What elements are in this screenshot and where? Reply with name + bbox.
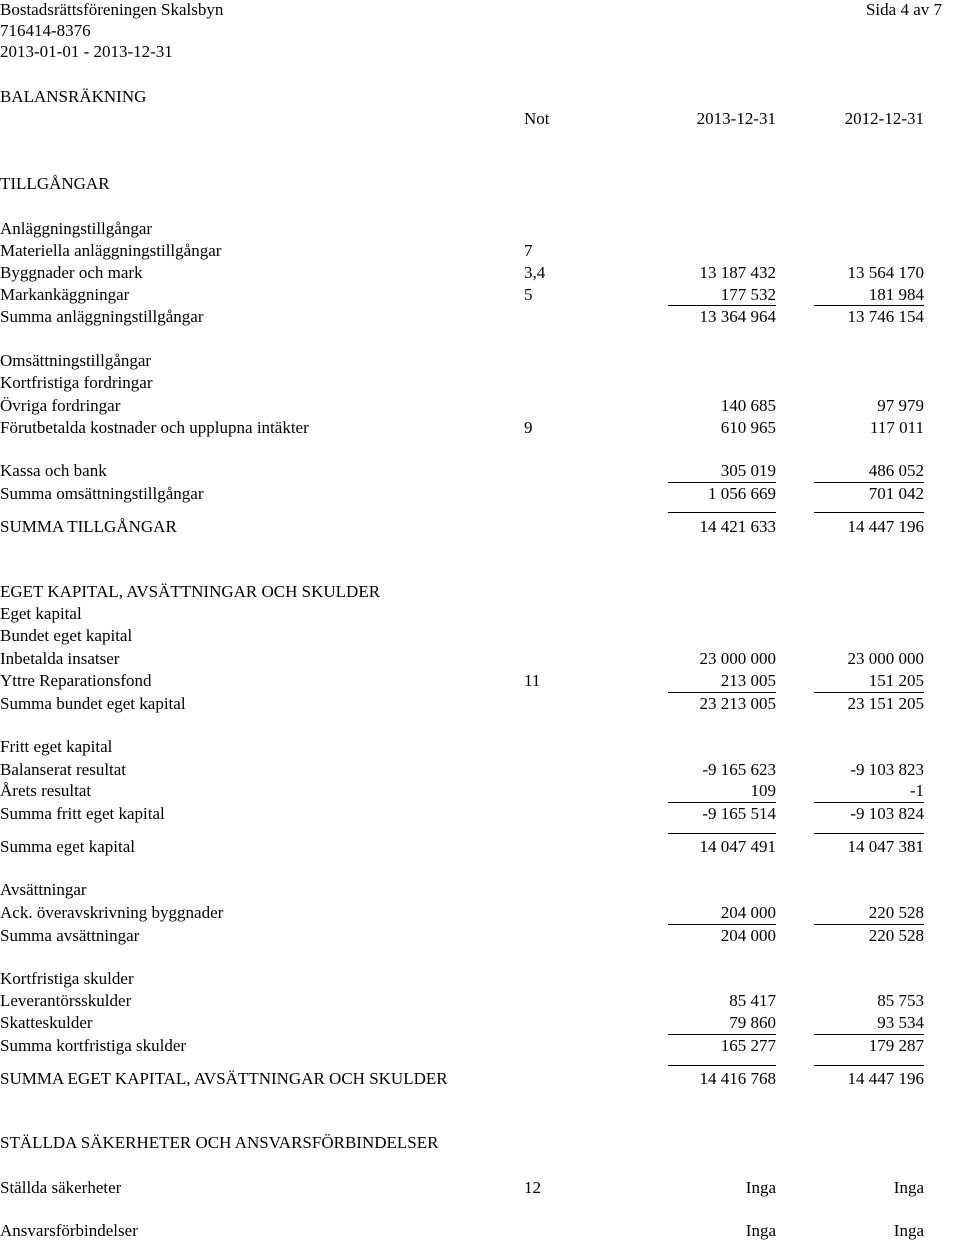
divider	[668, 692, 776, 693]
divider	[668, 482, 776, 483]
subheading-free-equity: Fritt eget kapital	[0, 737, 113, 756]
row-label: Summa kortfristiga skulder	[0, 1036, 187, 1055]
column-header-note: Not	[524, 109, 550, 128]
row-label: Årets resultat	[0, 781, 92, 800]
amount-current: 213 005	[720, 671, 776, 690]
row-label: Summa eget kapital	[0, 837, 136, 856]
note-reference: 5	[524, 285, 533, 304]
amount-previous: 701 042	[868, 484, 924, 503]
organization-name: Bostadsrättsföreningen Skalsbyn	[0, 0, 224, 19]
row-label: Markankäggningar	[0, 285, 130, 304]
amount-previous: -1	[909, 781, 924, 800]
amount-current: 14 416 768	[699, 1069, 776, 1088]
amount-current: 14 421 633	[699, 517, 776, 536]
divider	[814, 512, 924, 513]
fiscal-period: 2013-01-01 - 2013-12-31	[0, 42, 173, 61]
divider	[814, 802, 924, 803]
organization-number: 716414-8376	[0, 21, 91, 40]
amount-current: 305 019	[720, 461, 776, 480]
divider	[814, 692, 924, 693]
amount-previous: 179 287	[868, 1036, 924, 1055]
divider	[668, 924, 776, 925]
amount-current: 140 685	[720, 396, 776, 415]
amount-previous: -9 103 824	[850, 804, 924, 823]
column-header-previous-year: 2012-12-31	[844, 109, 924, 128]
note-reference: 11	[524, 671, 541, 690]
amount-previous: 93 534	[877, 1013, 924, 1032]
amount-previous: 97 979	[877, 396, 924, 415]
amount-previous: 220 528	[868, 903, 924, 922]
note-reference: 9	[524, 418, 533, 437]
row-label: Förutbetalda kostnader och upplupna intäkter	[0, 418, 309, 437]
amount-previous: Inga	[893, 1221, 924, 1240]
amount-current: 14 047 491	[699, 837, 776, 856]
divider	[814, 1034, 924, 1035]
row-label: SUMMA EGET KAPITAL, AVSÄTTNINGAR OCH SKULDER	[0, 1069, 448, 1088]
amount-previous: 14 447 196	[847, 517, 924, 536]
section-heading-pledges: STÄLLDA SÄKERHETER OCH ANSVARSFÖRBINDELSER	[0, 1133, 439, 1152]
amount-current: 13 187 432	[699, 263, 776, 282]
amount-current: Inga	[745, 1221, 776, 1240]
amount-previous: 14 047 381	[847, 837, 924, 856]
subheading-tangible-assets: Materiella anläggningstillgångar	[0, 241, 222, 260]
amount-previous: 151 205	[868, 671, 924, 690]
column-header-current-year: 2013-12-31	[696, 109, 776, 128]
divider	[668, 802, 776, 803]
amount-current: 1 056 669	[708, 484, 776, 503]
subheading-current-assets: Omsättningstillgångar	[0, 351, 152, 370]
amount-previous: 181 984	[868, 285, 924, 304]
row-label: Summa omsättningstillgångar	[0, 484, 204, 503]
amount-previous: 220 528	[868, 926, 924, 945]
amount-current: 177 532	[720, 285, 776, 304]
divider	[668, 833, 776, 834]
row-label: Skatteskulder	[0, 1013, 93, 1032]
row-label: Summa anläggningstillgångar	[0, 307, 204, 326]
amount-current: 204 000	[720, 903, 776, 922]
row-label: Ack. överavskrivning byggnader	[0, 903, 224, 922]
amount-previous: 13 746 154	[847, 307, 924, 326]
row-label: Kassa och bank	[0, 461, 107, 480]
section-heading-equity-liabilities: EGET KAPITAL, AVSÄTTNINGAR OCH SKULDER	[0, 582, 381, 601]
amount-current: 23 213 005	[699, 694, 776, 713]
divider	[814, 482, 924, 483]
subheading-restricted-equity: Bundet eget kapital	[0, 626, 133, 645]
amount-current: 23 000 000	[699, 649, 776, 668]
amount-current: 109	[750, 781, 776, 800]
amount-current: 79 860	[729, 1013, 776, 1032]
amount-current: -9 165 514	[702, 804, 776, 823]
subheading-short-term-liabilities: Kortfristiga skulder	[0, 969, 134, 988]
amount-previous: 117 011	[870, 418, 924, 437]
divider	[668, 305, 776, 306]
row-label: Summa fritt eget kapital	[0, 804, 165, 823]
section-heading-assets: TILLGÅNGAR	[0, 174, 110, 193]
amount-current: 85 417	[729, 991, 776, 1010]
amount-current: 165 277	[720, 1036, 776, 1055]
row-label: Yttre Reparationsfond	[0, 671, 152, 690]
note-reference: 12	[524, 1178, 541, 1197]
amount-previous: -9 103 823	[850, 760, 924, 779]
divider	[668, 1065, 776, 1066]
divider	[814, 833, 924, 834]
row-label: Ställda säkerheter	[0, 1178, 122, 1197]
divider	[814, 1065, 924, 1066]
row-label: Leverantörsskulder	[0, 991, 132, 1010]
row-label: Summa avsättningar	[0, 926, 140, 945]
amount-previous: 23 151 205	[847, 694, 924, 713]
subheading-provisions: Avsättningar	[0, 880, 87, 899]
subheading-fixed-assets: Anläggningstillgångar	[0, 219, 153, 238]
amount-previous: 23 000 000	[847, 649, 924, 668]
amount-current: Inga	[745, 1178, 776, 1197]
amount-current: -9 165 623	[702, 760, 776, 779]
row-label: Ansvarsförbindelser	[0, 1221, 138, 1240]
row-label: Balanserat resultat	[0, 760, 127, 779]
divider	[814, 924, 924, 925]
amount-current: 13 364 964	[699, 307, 776, 326]
divider	[668, 1034, 776, 1035]
row-label: Byggnader och mark	[0, 263, 143, 282]
note-reference: 7	[524, 241, 533, 260]
subheading-equity: Eget kapital	[0, 604, 82, 623]
report-title: BALANSRÄKNING	[0, 87, 147, 106]
amount-current: 204 000	[720, 926, 776, 945]
page-number: Sida 4 av 7	[865, 0, 942, 19]
amount-previous: 14 447 196	[847, 1069, 924, 1088]
amount-previous: 486 052	[868, 461, 924, 480]
row-label: Övriga fordringar	[0, 396, 121, 415]
row-label: Inbetalda insatser	[0, 649, 120, 668]
amount-previous: 13 564 170	[847, 263, 924, 282]
row-label: SUMMA TILLGÅNGAR	[0, 517, 177, 536]
amount-current: 610 965	[720, 418, 776, 437]
divider	[668, 512, 776, 513]
amount-previous: 85 753	[877, 991, 924, 1010]
note-reference: 3,4	[524, 263, 546, 282]
row-label: Summa bundet eget kapital	[0, 694, 186, 713]
subheading-short-term-receivables: Kortfristiga fordringar	[0, 373, 153, 392]
divider	[814, 305, 924, 306]
amount-previous: Inga	[893, 1178, 924, 1197]
